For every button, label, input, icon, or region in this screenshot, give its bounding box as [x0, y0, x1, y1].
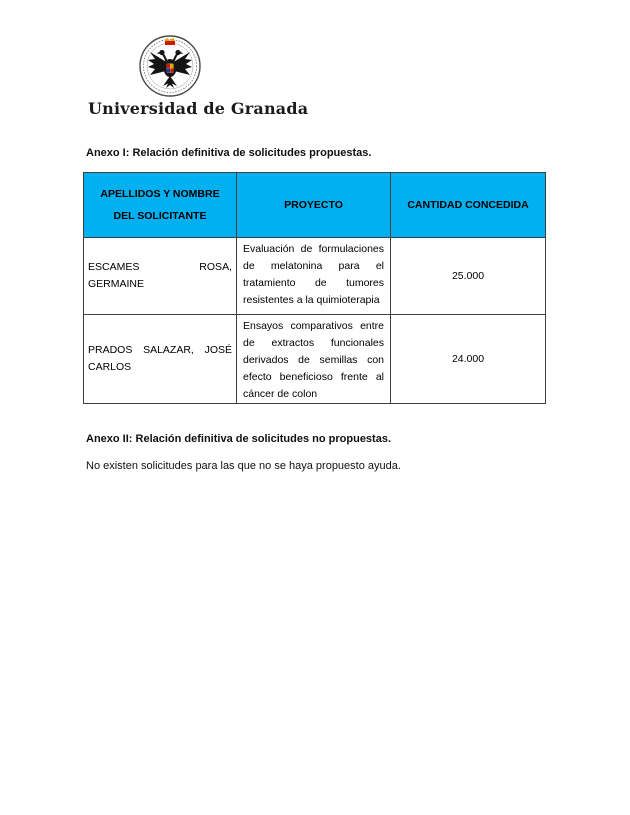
- table-row: [84, 238, 546, 315]
- cell-cantidad: 24.000: [391, 315, 546, 404]
- anexo1-heading: Anexo I: Relación definitiva de solicitudes propuestas.: [86, 147, 372, 159]
- ugr-coat-of-arms-icon: [137, 32, 203, 98]
- cell-solicitante: PRADOS SALAZAR, JOSÉ CARLOS: [84, 315, 237, 404]
- anexo2-body-text: No existen solicitudes para las que no se haya propuesto ayuda.: [86, 460, 401, 472]
- table-header-cantidad: CANTIDAD CONCEDIDA: [391, 173, 546, 238]
- grants-table: [83, 172, 546, 404]
- cell-cantidad: 25.000: [391, 238, 546, 315]
- university-name: Universidad de Granada: [88, 99, 309, 118]
- shield-icon: [166, 64, 174, 74]
- anexo2-heading: Anexo II: Relación definitiva de solicitudes no propuestas.: [86, 433, 392, 445]
- table-row: [84, 315, 546, 404]
- cell-proyecto: Evaluación de formulaciones de melatonina para el tratamiento de tumores resistentes a la quimioterapia: [237, 238, 391, 315]
- table-header-row: [84, 173, 546, 238]
- cell-proyecto: Ensayos comparativos entre de extractos funcionales derivados de semillas con efecto beneficioso frente al cáncer de colon: [237, 315, 391, 404]
- cell-solicitante: ESCAMES ROSA, GERMAINE: [84, 238, 237, 315]
- table-header-proyecto: PROYECTO: [237, 173, 391, 238]
- ugr-logo: [137, 32, 203, 98]
- table-header-solicitante: APELLIDOS Y NOMBRE DEL SOLICITANTE: [84, 173, 237, 238]
